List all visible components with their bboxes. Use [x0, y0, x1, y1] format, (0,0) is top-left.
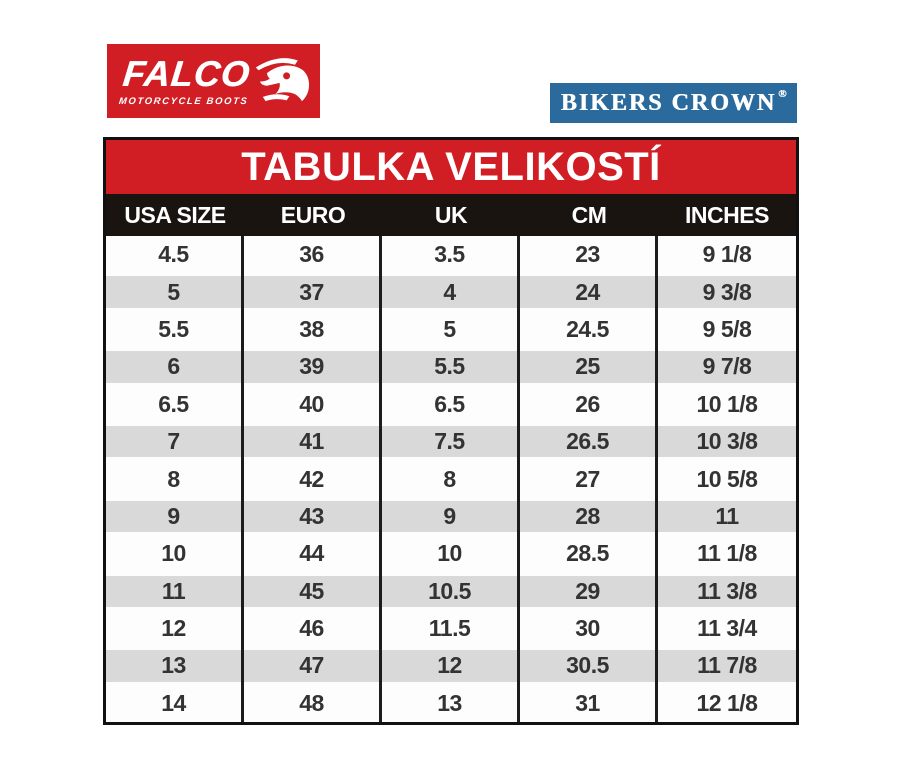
table-cell: 36 — [244, 236, 382, 273]
table-cell: 37 — [244, 273, 382, 310]
table-cell: 28.5 — [520, 535, 658, 572]
table-cell: 9 7/8 — [702, 353, 752, 380]
table-cell: 28 — [520, 498, 658, 535]
table-cell: 9 5/8 — [702, 315, 752, 342]
table-cell: 14 — [106, 685, 244, 722]
table-cell: 5.5 — [106, 311, 244, 348]
table-cell: 11.5 — [382, 610, 520, 647]
table-cell: 9 — [382, 498, 520, 535]
table-row — [106, 423, 796, 460]
table-cell: 45 — [244, 573, 382, 610]
table-cell: 4.5 — [106, 236, 244, 273]
table-cell: 9 1/8 — [702, 241, 752, 268]
table-cell: 10 3/8 — [696, 428, 758, 455]
table-cell: 42 — [244, 460, 382, 497]
table-cell: 25 — [520, 348, 658, 385]
table-row — [106, 610, 796, 647]
table-cell: 8 — [382, 460, 520, 497]
table-cell: 5.5 — [382, 348, 520, 385]
table-cell: 23 — [520, 236, 658, 273]
column-header-usa-size: USA SIZE — [124, 201, 226, 228]
falcon-head-icon — [246, 52, 316, 111]
table-cell: 5 — [382, 311, 520, 348]
table-header-row — [106, 194, 796, 236]
table-row — [106, 498, 796, 535]
table-cell: 11 1/8 — [697, 540, 757, 567]
table-cell: 4 — [382, 273, 520, 310]
table-cell: 13 — [382, 685, 520, 722]
table-title: TABULKA VELIKOSTÍ — [106, 140, 796, 194]
table-cell: 11 — [715, 502, 739, 529]
table-cell: 26 — [520, 386, 658, 423]
table-row — [106, 460, 796, 497]
table-cell: 11 7/8 — [697, 652, 757, 679]
table-cell: 46 — [244, 610, 382, 647]
column-header-inches: INCHES — [685, 201, 769, 228]
table-cell: 12 1/8 — [696, 689, 758, 716]
table-cell: 29 — [520, 573, 658, 610]
registered-trademark-symbol: ® — [778, 88, 787, 100]
table-row — [106, 273, 796, 310]
table-cell: 41 — [244, 423, 382, 460]
table-row — [106, 311, 796, 348]
table-cell: 11 3/4 — [697, 615, 757, 642]
falco-tagline: MOTORCYCLE BOOTS — [118, 95, 249, 107]
table-cell: 10 1/8 — [696, 390, 758, 417]
table-cell: 24 — [520, 273, 658, 310]
table-cell: 39 — [244, 348, 382, 385]
table-row — [106, 535, 796, 572]
table-cell: 7.5 — [382, 423, 520, 460]
table-cell: 10 — [382, 535, 520, 572]
table-row — [106, 647, 796, 684]
table-cell: 10.5 — [382, 573, 520, 610]
falco-brand-name: FALCO — [120, 52, 253, 94]
column-header-euro: EURO — [280, 201, 346, 228]
table-cell: 10 5/8 — [696, 465, 758, 492]
table-cell: 11 3/8 — [697, 577, 757, 604]
table-cell: 12 — [106, 610, 244, 647]
table-cell: 6 — [106, 348, 244, 385]
table-row — [106, 236, 796, 273]
table-cell: 9 3/8 — [702, 278, 752, 305]
table-cell: 9 — [106, 498, 244, 535]
table-cell: 30 — [520, 610, 658, 647]
table-cell: 10 — [106, 535, 244, 572]
table-cell: 47 — [244, 647, 382, 684]
table-cell: 12 — [382, 647, 520, 684]
table-cell: 11 — [106, 573, 244, 610]
table-cell: 31 — [520, 685, 658, 722]
table-cell: 38 — [244, 311, 382, 348]
table-row — [106, 685, 796, 722]
table-cell: 24.5 — [520, 311, 658, 348]
table-row — [106, 348, 796, 385]
table-cell: 8 — [106, 460, 244, 497]
falco-logotype — [118, 52, 253, 107]
table-cell: 43 — [244, 498, 382, 535]
table-body — [106, 236, 796, 722]
table-cell: 30.5 — [520, 647, 658, 684]
table-cell: 6.5 — [106, 386, 244, 423]
table-cell: 6.5 — [382, 386, 520, 423]
size-table — [103, 137, 799, 725]
column-header-uk: UK — [434, 201, 468, 228]
table-cell: 40 — [244, 386, 382, 423]
table-row — [106, 386, 796, 423]
column-header-cm: CM — [571, 201, 607, 228]
table-cell: 5 — [106, 273, 244, 310]
table-cell: 48 — [244, 685, 382, 722]
falco-logo — [107, 44, 320, 118]
table-cell: 7 — [106, 423, 244, 460]
table-cell: 13 — [106, 647, 244, 684]
table-cell: 3.5 — [382, 236, 520, 273]
table-row — [106, 573, 796, 610]
bikers-crown-brand-name: BIKERS CROWN — [560, 89, 777, 116]
bikers-crown-logo — [550, 83, 797, 123]
table-cell: 27 — [520, 460, 658, 497]
table-cell: 26.5 — [520, 423, 658, 460]
table-cell: 44 — [244, 535, 382, 572]
